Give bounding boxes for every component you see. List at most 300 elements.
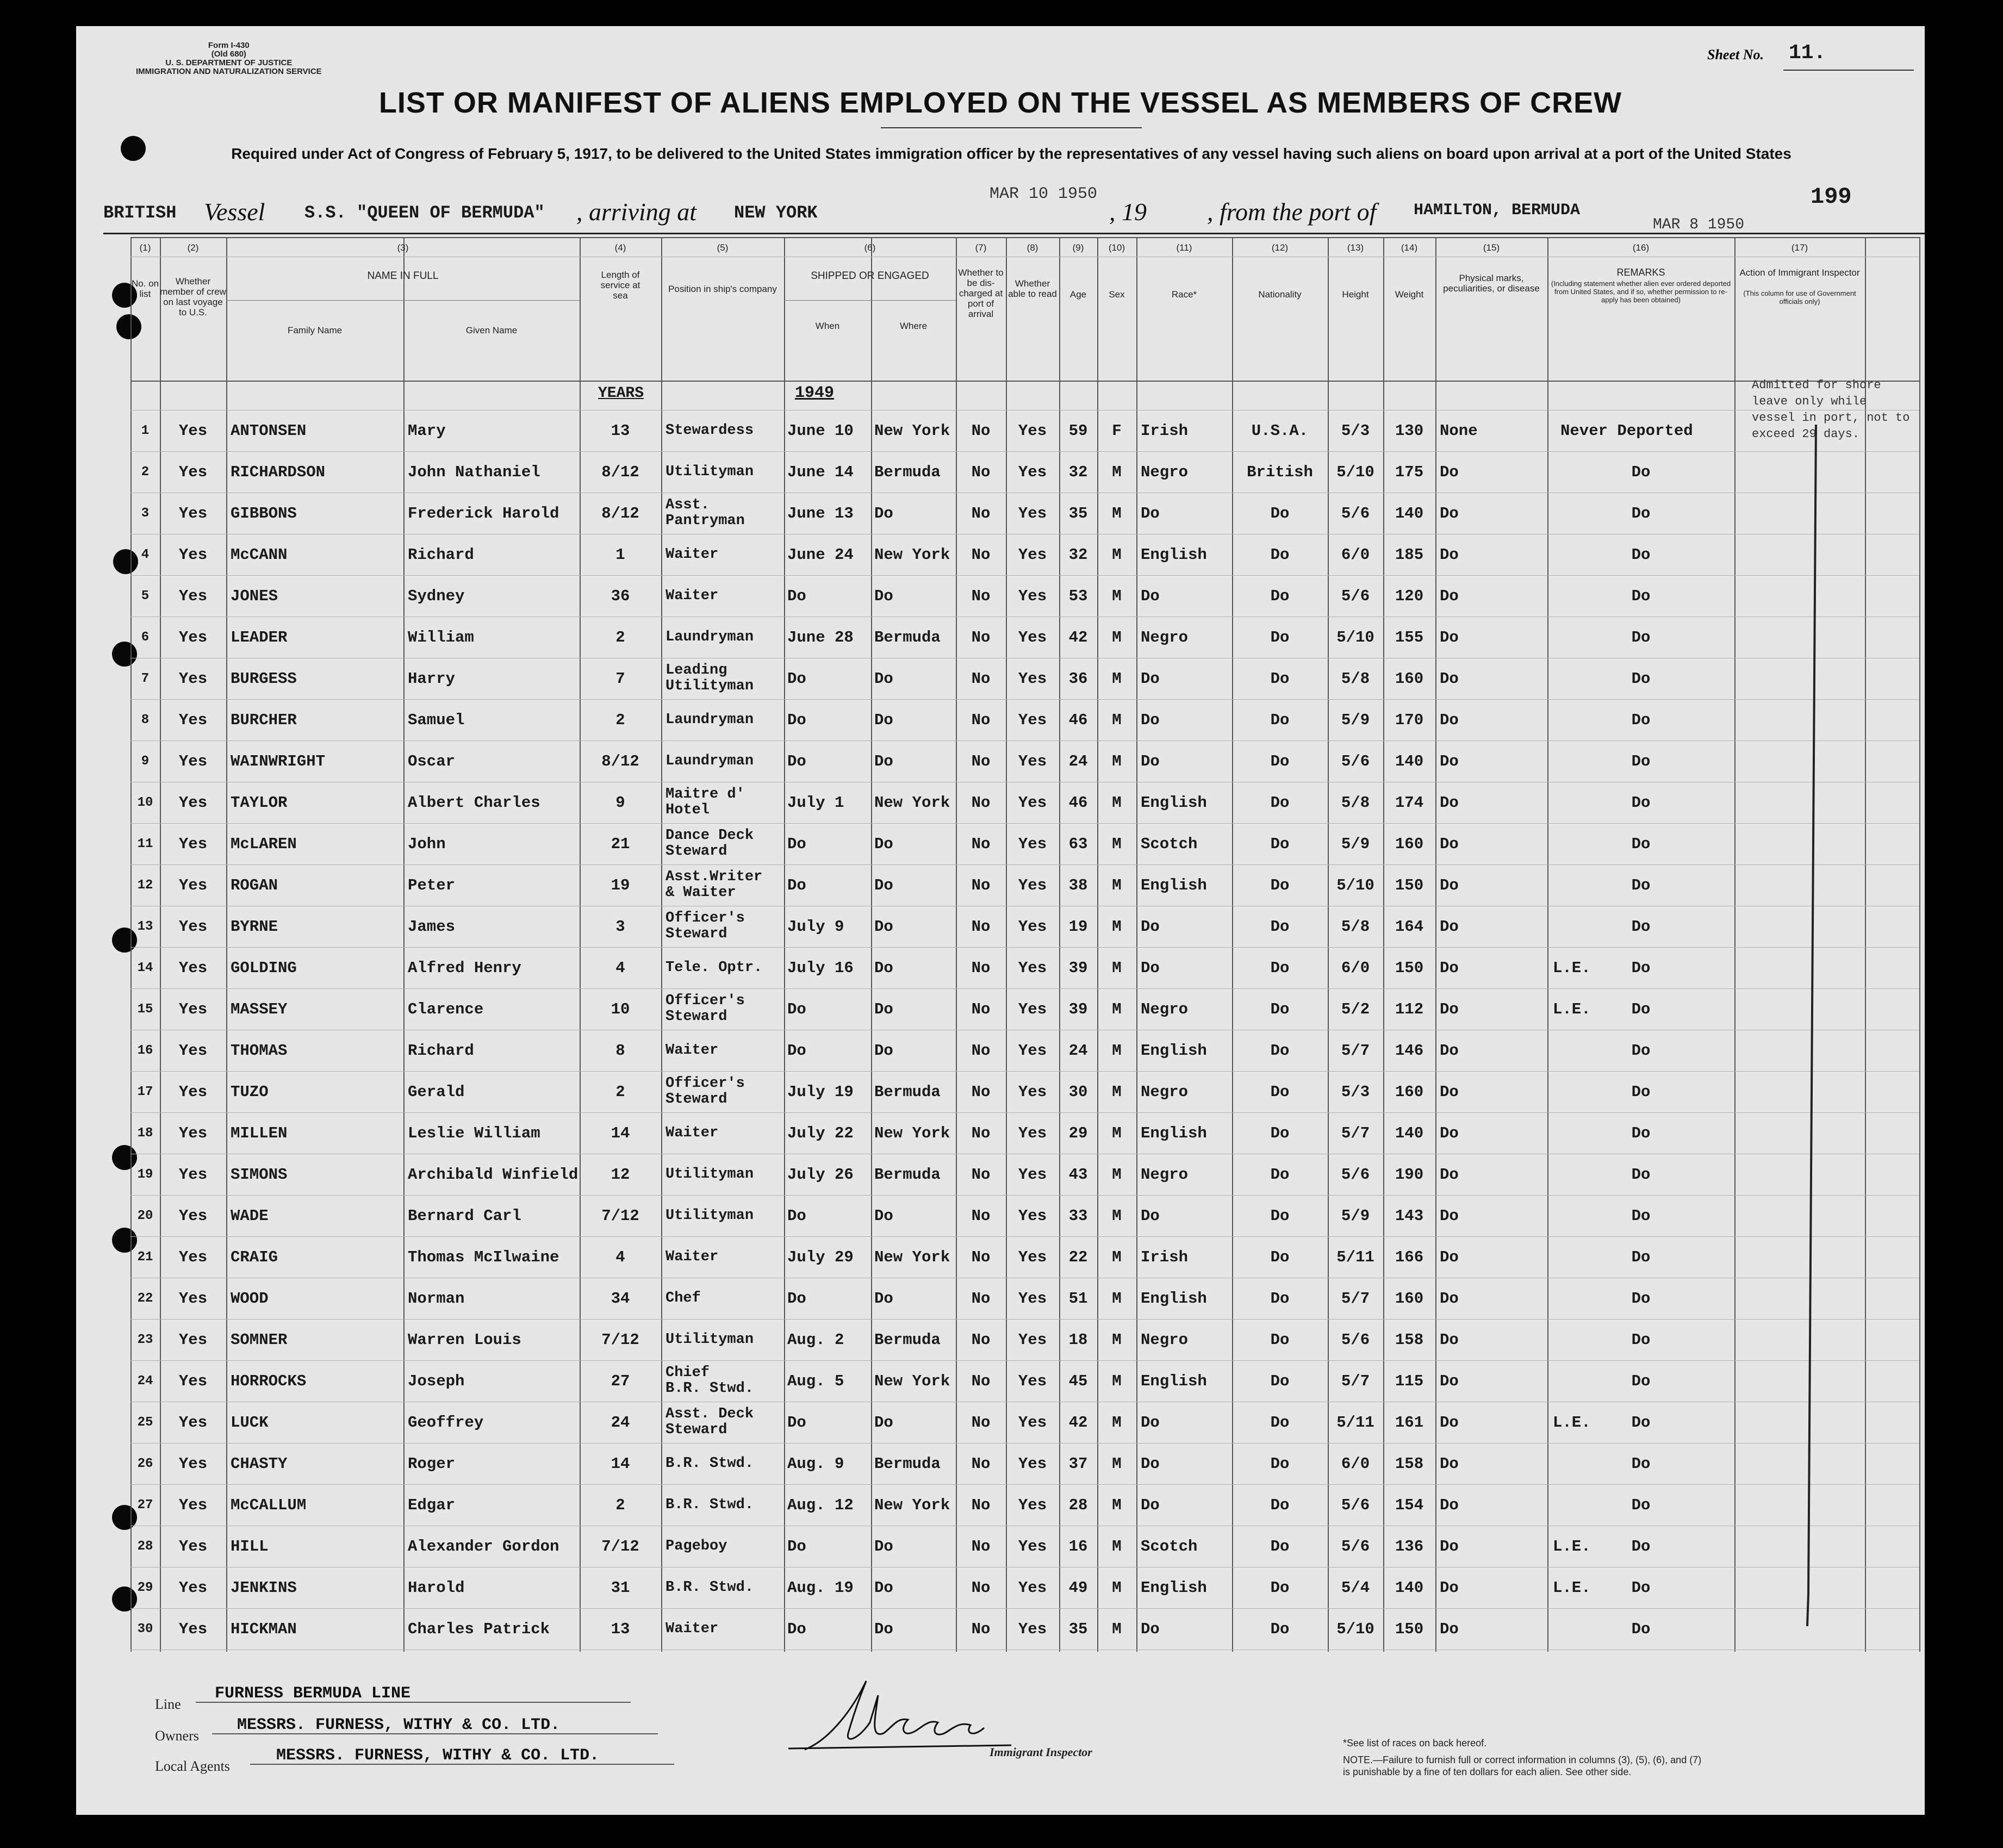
cell-given-name: Richard	[408, 1041, 474, 1060]
table-row	[130, 741, 1919, 782]
cell-nationality: Do	[1270, 587, 1290, 605]
cell-weight: 140	[1395, 752, 1424, 770]
cell-shipped-when: Do	[787, 1537, 806, 1555]
cell-given-name: James	[408, 917, 456, 936]
cell-sex: F	[1112, 421, 1122, 440]
cell-shipped-where: Do	[874, 504, 893, 522]
cell-position: Stewardess	[665, 422, 754, 439]
cell-age: 35	[1068, 1620, 1088, 1638]
cell-weight: 166	[1395, 1248, 1424, 1266]
cell-sex: M	[1112, 545, 1122, 564]
cell-shipped-where: New York	[874, 421, 950, 440]
cell-sex: M	[1112, 1413, 1122, 1432]
colhead-physical-marks: Physical marks, peculiarities, or disease	[1443, 273, 1540, 294]
cell-able-to-read: Yes	[1018, 1000, 1047, 1018]
table-row	[130, 1195, 1919, 1236]
cell-position: Utilityman	[665, 1166, 754, 1183]
cell-able-to-read: Yes	[1018, 1041, 1047, 1060]
cell-nationality: Do	[1270, 793, 1290, 812]
cell-nationality: Do	[1270, 1454, 1290, 1473]
cell-age: 24	[1068, 1041, 1088, 1060]
cell-able-to-read: Yes	[1018, 669, 1047, 688]
year-label: , 19	[1109, 198, 1147, 226]
cell-shipped-when: June 13	[787, 504, 854, 522]
table-row	[130, 823, 1919, 864]
column-number: (13)	[1347, 242, 1364, 253]
cell-le-mark: L.E.	[1553, 959, 1591, 977]
local-agents-label: Local Agents	[155, 1758, 230, 1774]
cell-remarks: Do	[1631, 917, 1651, 936]
colhead-height: Height	[1342, 289, 1369, 300]
cell-service-length: 36	[611, 587, 630, 605]
column-number: (14)	[1401, 242, 1418, 253]
departure-port: HAMILTON, BERMUDA	[1414, 201, 1581, 220]
cell-height: 5/3	[1341, 421, 1370, 440]
cell-weight: 161	[1395, 1413, 1424, 1432]
cell-race: Do	[1141, 1620, 1160, 1638]
cell-remarks: Do	[1631, 1413, 1651, 1432]
cell-nationality: Do	[1270, 1206, 1290, 1225]
cell-weight: 150	[1395, 876, 1424, 894]
cell-remarks: Do	[1631, 1124, 1651, 1142]
cell-sex: M	[1112, 1454, 1122, 1473]
cell-crew-last-voyage: Yes	[178, 959, 208, 977]
cell-nationality: Do	[1270, 1620, 1290, 1638]
cell-row-number: 21	[137, 1249, 153, 1265]
cell-weight: 164	[1395, 917, 1424, 936]
cell-shipped-where: Do	[874, 1578, 893, 1597]
cell-position: Waiter	[665, 1124, 719, 1141]
cell-row-number: 18	[137, 1125, 153, 1141]
cell-le-mark: L.E.	[1553, 1000, 1591, 1018]
cell-crew-last-voyage: Yes	[178, 1372, 208, 1390]
cell-discharged: No	[971, 711, 991, 729]
cell-given-name: Alfred Henry	[408, 959, 521, 977]
page-subtitle: Required under Act of Congress of February 5, 1917, to be delivered to the United States immigration officer by the representatives of any vessel having such aliens on board upon arrival at a port of the United States	[231, 145, 1791, 162]
cell-remarks: Never Deported	[1560, 421, 1693, 440]
owners-label: Owners	[155, 1728, 199, 1744]
inspector-ditto-line	[1794, 425, 1827, 1626]
cell-position: B.R. Stwd.	[665, 1579, 754, 1596]
cell-shipped-when: July 19	[787, 1082, 854, 1101]
cell-discharged: No	[971, 1454, 991, 1473]
cell-sex: M	[1112, 1330, 1122, 1349]
cell-nationality: Do	[1270, 752, 1290, 770]
cell-given-name: Roger	[408, 1454, 456, 1473]
cell-race: English	[1141, 1578, 1207, 1597]
department-name: U. S. DEPARTMENT OF JUSTICE	[165, 58, 293, 67]
departure-date: MAR 8 1950	[1653, 216, 1745, 233]
cell-able-to-read: Yes	[1018, 1372, 1047, 1390]
cell-shipped-where: Bermuda	[874, 463, 941, 481]
cell-height: 5/7	[1341, 1041, 1370, 1060]
table-row	[130, 1608, 1919, 1650]
cell-crew-last-voyage: Yes	[178, 1537, 208, 1555]
cell-nationality: Do	[1270, 669, 1290, 688]
cell-service-length: 4	[615, 959, 625, 977]
cell-shipped-when: Do	[787, 711, 806, 729]
cell-nationality: Do	[1270, 1248, 1290, 1266]
cell-position: Laundryman	[665, 752, 754, 769]
cell-given-name: Warren Louis	[408, 1330, 521, 1349]
cell-nationality: Do	[1270, 1124, 1290, 1142]
cell-race: Do	[1141, 1413, 1160, 1432]
cell-family-name: McLAREN	[231, 835, 297, 853]
cell-position: Utilityman	[665, 463, 754, 480]
cell-sex: M	[1112, 1165, 1122, 1184]
cell-service-length: 31	[611, 1578, 630, 1597]
table-row	[130, 1402, 1919, 1443]
cell-given-name: Harry	[408, 669, 456, 688]
header-rule	[130, 237, 1919, 238]
cell-height: 5/8	[1341, 669, 1370, 688]
table-row	[130, 988, 1919, 1030]
cell-weight: 150	[1395, 1620, 1424, 1638]
cell-height: 6/0	[1341, 959, 1370, 977]
cell-weight: 120	[1395, 587, 1424, 605]
cell-shipped-where: Do	[874, 711, 893, 729]
cell-nationality: Do	[1270, 628, 1290, 646]
cell-discharged: No	[971, 628, 991, 646]
table-row	[130, 1112, 1919, 1154]
cell-shipped-where: New York	[874, 793, 950, 812]
cell-physical-marks: Do	[1440, 1372, 1459, 1390]
cell-discharged: No	[971, 917, 991, 936]
vessel-line-rule	[103, 233, 1925, 234]
cell-nationality: Do	[1270, 1413, 1290, 1432]
cell-remarks: Do	[1631, 628, 1651, 646]
cell-sex: M	[1112, 1206, 1122, 1225]
cell-shipped-when: Do	[787, 835, 806, 853]
cell-sex: M	[1112, 959, 1122, 977]
cell-able-to-read: Yes	[1018, 1496, 1047, 1514]
cell-family-name: BURGESS	[231, 669, 297, 688]
cell-discharged: No	[971, 545, 991, 564]
cell-age: 35	[1068, 504, 1088, 522]
cell-sex: M	[1112, 752, 1122, 770]
cell-position: B.R. Stwd.	[665, 1455, 754, 1472]
cell-service-length: 24	[611, 1413, 630, 1432]
cell-shipped-when: Do	[787, 876, 806, 894]
cell-height: 5/7	[1341, 1289, 1370, 1308]
cell-weight: 175	[1395, 463, 1424, 481]
cell-nationality: Do	[1270, 1000, 1290, 1018]
cell-family-name: ANTONSEN	[231, 421, 307, 440]
cell-row-number: 1	[141, 423, 150, 438]
cell-family-name: THOMAS	[231, 1041, 288, 1060]
sheet-number-rule	[1783, 70, 1914, 71]
cell-shipped-where: New York	[874, 1372, 950, 1390]
cell-able-to-read: Yes	[1018, 504, 1047, 522]
column-number: (8)	[1027, 242, 1038, 253]
cell-shipped-where: Do	[874, 835, 893, 853]
cell-able-to-read: Yes	[1018, 835, 1047, 853]
cell-shipped-when: July 26	[787, 1165, 854, 1184]
cell-age: 32	[1068, 463, 1088, 481]
cell-remarks: Do	[1631, 835, 1651, 853]
cell-weight: 143	[1395, 1206, 1424, 1225]
cell-shipped-when: Aug. 9	[787, 1454, 844, 1473]
cell-age: 59	[1068, 421, 1088, 440]
cell-physical-marks: Do	[1440, 1124, 1459, 1142]
cell-given-name: Sydney	[408, 587, 465, 605]
agents-rule	[250, 1764, 674, 1765]
cell-race: English	[1141, 1372, 1207, 1390]
cell-position: Utilityman	[665, 1331, 754, 1348]
cell-discharged: No	[971, 959, 991, 977]
cell-given-name: Leslie William	[408, 1124, 540, 1142]
cell-position: Maitre d' Hotel	[665, 786, 745, 818]
cell-discharged: No	[971, 1496, 991, 1514]
table-row	[130, 658, 1919, 699]
cell-shipped-where: Do	[874, 1289, 893, 1308]
cell-age: 53	[1068, 587, 1088, 605]
cell-given-name: Thomas McIlwaine	[408, 1248, 559, 1266]
cell-row-number: 10	[137, 795, 153, 810]
cell-crew-last-voyage: Yes	[178, 504, 208, 522]
cell-family-name: LEADER	[231, 628, 288, 646]
cell-race: Do	[1141, 504, 1160, 522]
cell-shipped-where: Do	[874, 669, 893, 688]
cell-age: 42	[1068, 1413, 1088, 1432]
cell-race: English	[1141, 876, 1207, 894]
cell-age: 46	[1068, 711, 1088, 729]
cell-able-to-read: Yes	[1018, 1124, 1047, 1142]
cell-sex: M	[1112, 917, 1122, 936]
cell-physical-marks: Do	[1440, 1041, 1459, 1060]
cell-race: Negro	[1141, 1082, 1189, 1101]
inspector-label: Immigrant Inspector	[990, 1745, 1092, 1759]
cell-race: Negro	[1141, 1165, 1189, 1184]
cell-nationality: Do	[1270, 1289, 1290, 1308]
cell-crew-last-voyage: Yes	[178, 1496, 208, 1514]
cell-height: 5/7	[1341, 1372, 1370, 1390]
cell-remarks: Do	[1631, 959, 1651, 977]
cell-height: 5/9	[1341, 1206, 1370, 1225]
cell-weight: 112	[1395, 1000, 1424, 1018]
cell-row-number: 4	[141, 547, 150, 562]
cell-remarks: Do	[1631, 1165, 1651, 1184]
cell-nationality: Do	[1270, 959, 1290, 977]
cell-discharged: No	[971, 876, 991, 894]
cell-age: 38	[1068, 876, 1088, 894]
cell-service-length: 2	[615, 1082, 625, 1101]
table-row	[130, 699, 1919, 741]
cell-able-to-read: Yes	[1018, 1578, 1047, 1597]
cell-height: 5/11	[1336, 1413, 1374, 1432]
cell-discharged: No	[971, 1372, 991, 1390]
cell-service-length: 34	[611, 1289, 630, 1308]
cell-sex: M	[1112, 1124, 1122, 1142]
cell-nationality: U.S.A.	[1251, 421, 1309, 440]
column-number: (9)	[1072, 242, 1084, 253]
cell-physical-marks: Do	[1440, 463, 1459, 481]
column-number: (1)	[139, 242, 151, 253]
cell-age: 51	[1068, 1289, 1088, 1308]
cell-row-number: 13	[137, 919, 153, 934]
cell-sex: M	[1112, 1041, 1122, 1060]
cell-position: Laundryman	[665, 711, 754, 728]
cell-family-name: BURCHER	[231, 711, 297, 729]
table-row	[130, 1443, 1919, 1484]
table-row	[130, 451, 1919, 493]
cell-sex: M	[1112, 1082, 1122, 1101]
colhead-able-to-read: Whether able to read	[1008, 278, 1057, 299]
cell-given-name: John	[408, 835, 446, 853]
cell-shipped-when: Do	[787, 1041, 806, 1060]
cell-height: 5/6	[1341, 1537, 1370, 1555]
cell-weight: 160	[1395, 1289, 1424, 1308]
cell-service-length: 21	[611, 835, 630, 853]
cell-height: 6/0	[1341, 545, 1370, 564]
cell-discharged: No	[971, 1206, 991, 1225]
cell-race: Do	[1141, 752, 1160, 770]
sheet-number-label: Sheet No.	[1707, 47, 1764, 63]
cell-nationality: Do	[1270, 1537, 1290, 1555]
column-number: (11)	[1176, 242, 1192, 253]
cell-remarks: Do	[1631, 1620, 1651, 1638]
cell-given-name: Samuel	[408, 711, 465, 729]
cell-service-length: 2	[615, 1496, 625, 1514]
cell-service-length: 8	[615, 1041, 625, 1060]
cell-sex: M	[1112, 1537, 1122, 1555]
cell-physical-marks: Do	[1440, 1413, 1459, 1432]
cell-row-number: 30	[137, 1621, 153, 1637]
cell-age: 18	[1068, 1330, 1088, 1349]
cell-discharged: No	[971, 463, 991, 481]
cell-nationality: Do	[1270, 1372, 1290, 1390]
cell-weight: 160	[1395, 1082, 1424, 1101]
cell-crew-last-voyage: Yes	[178, 1454, 208, 1473]
cell-shipped-when: July 16	[787, 959, 854, 977]
cell-crew-last-voyage: Yes	[178, 1413, 208, 1432]
cell-crew-last-voyage: Yes	[178, 1620, 208, 1638]
cell-able-to-read: Yes	[1018, 1289, 1047, 1308]
cell-service-length: 7/12	[601, 1537, 639, 1555]
arriving-label: , arriving at	[576, 198, 697, 226]
table-row	[130, 864, 1919, 906]
cell-able-to-read: Yes	[1018, 752, 1047, 770]
colhead-where: Where	[899, 321, 928, 331]
cell-physical-marks: Do	[1440, 1330, 1459, 1349]
colhead-crew-last-voyage: Whether member of crew on last voyage to U.S.	[160, 276, 226, 318]
colhead-inspector-action: Action of Immigrant Inspector	[1739, 267, 1860, 278]
cell-sex: M	[1112, 1620, 1122, 1638]
cell-shipped-where: Do	[874, 959, 893, 977]
cell-row-number: 29	[137, 1580, 153, 1595]
cell-shipped-when: June 28	[787, 628, 854, 646]
cell-service-length: 2	[615, 628, 625, 646]
cell-nationality: Do	[1270, 1330, 1290, 1349]
table-row	[130, 906, 1919, 947]
cell-nationality: Do	[1270, 917, 1290, 936]
cell-race: Scotch	[1141, 835, 1198, 853]
form-department-block	[136, 41, 322, 76]
cell-shipped-when: Do	[787, 669, 806, 688]
colhead-name: NAME IN FULL	[367, 270, 439, 282]
cell-height: 5/6	[1341, 1330, 1370, 1349]
cell-height: 6/0	[1341, 1454, 1370, 1473]
local-agents: MESSRS. FURNESS, WITHY & CO. LTD.	[276, 1746, 600, 1765]
column-number: (15)	[1483, 242, 1500, 253]
cell-remarks: Do	[1631, 1041, 1651, 1060]
cell-position: Laundryman	[665, 629, 754, 645]
cell-able-to-read: Yes	[1018, 587, 1047, 605]
shipping-line: FURNESS BERMUDA LINE	[215, 1684, 411, 1703]
cell-height: 5/6	[1341, 1165, 1370, 1184]
cell-given-name: Albert Charles	[408, 793, 540, 812]
cell-nationality: Do	[1270, 1165, 1290, 1184]
colhead-age: Age	[1069, 289, 1087, 300]
cell-remarks: Do	[1631, 1330, 1651, 1349]
cell-remarks: Do	[1631, 1496, 1651, 1514]
cell-physical-marks: Do	[1440, 1248, 1459, 1266]
cell-nationality: Do	[1270, 711, 1290, 729]
cell-physical-marks: None	[1440, 421, 1478, 440]
cell-row-number: 11	[137, 836, 153, 851]
cell-family-name: CRAIG	[231, 1248, 278, 1266]
cell-service-length: 19	[611, 876, 630, 894]
cell-physical-marks: Do	[1440, 917, 1459, 936]
cell-height: 5/8	[1341, 793, 1370, 812]
cell-crew-last-voyage: Yes	[178, 1206, 208, 1225]
cell-family-name: CHASTY	[231, 1454, 288, 1473]
cell-height: 5/10	[1336, 1620, 1374, 1638]
cell-height: 5/11	[1336, 1248, 1374, 1266]
cell-position: Tele. Optr.	[665, 959, 763, 976]
cell-family-name: WADE	[231, 1206, 269, 1225]
cell-physical-marks: Do	[1440, 835, 1459, 853]
cell-age: 24	[1068, 752, 1088, 770]
cell-shipped-when: Do	[787, 752, 806, 770]
cell-position: Waiter	[665, 546, 719, 563]
cell-position: Waiter	[665, 1248, 719, 1265]
cell-weight: 146	[1395, 1041, 1424, 1060]
colhead-inspector-note: (This column for use of Government officials only)	[1743, 289, 1856, 306]
cell-sex: M	[1112, 1000, 1122, 1018]
cell-position: Waiter	[665, 587, 719, 604]
cell-sex: M	[1112, 463, 1122, 481]
cell-row-number: 3	[141, 506, 150, 521]
cell-remarks: Do	[1631, 1578, 1651, 1597]
cell-given-name: Clarence	[408, 1000, 484, 1018]
cell-crew-last-voyage: Yes	[178, 421, 208, 440]
cell-race: English	[1141, 1289, 1207, 1308]
cell-age: 32	[1068, 545, 1088, 564]
cell-sex: M	[1112, 835, 1122, 853]
cell-crew-last-voyage: Yes	[178, 1082, 208, 1101]
cell-position: Officer's Steward	[665, 1075, 745, 1107]
cell-crew-last-voyage: Yes	[178, 752, 208, 770]
cell-given-name: Joseph	[408, 1372, 465, 1390]
cell-physical-marks: Do	[1440, 959, 1459, 977]
cell-physical-marks: Do	[1440, 1578, 1459, 1597]
cell-family-name: WAINWRIGHT	[231, 752, 326, 770]
cell-family-name: HICKMAN	[231, 1620, 297, 1638]
cell-sex: M	[1112, 504, 1122, 522]
cell-given-name: Frederick Harold	[408, 504, 559, 522]
cell-weight: 170	[1395, 711, 1424, 729]
cell-sex: M	[1112, 1496, 1122, 1514]
column-number: (16)	[1632, 242, 1650, 253]
cell-family-name: JONES	[231, 587, 278, 605]
cell-le-mark: L.E.	[1553, 1578, 1591, 1597]
cell-family-name: WOOD	[231, 1289, 269, 1308]
cell-service-length: 13	[611, 1620, 630, 1638]
column-rule	[1919, 237, 1920, 1652]
cell-physical-marks: Do	[1440, 752, 1459, 770]
cell-discharged: No	[971, 835, 991, 853]
